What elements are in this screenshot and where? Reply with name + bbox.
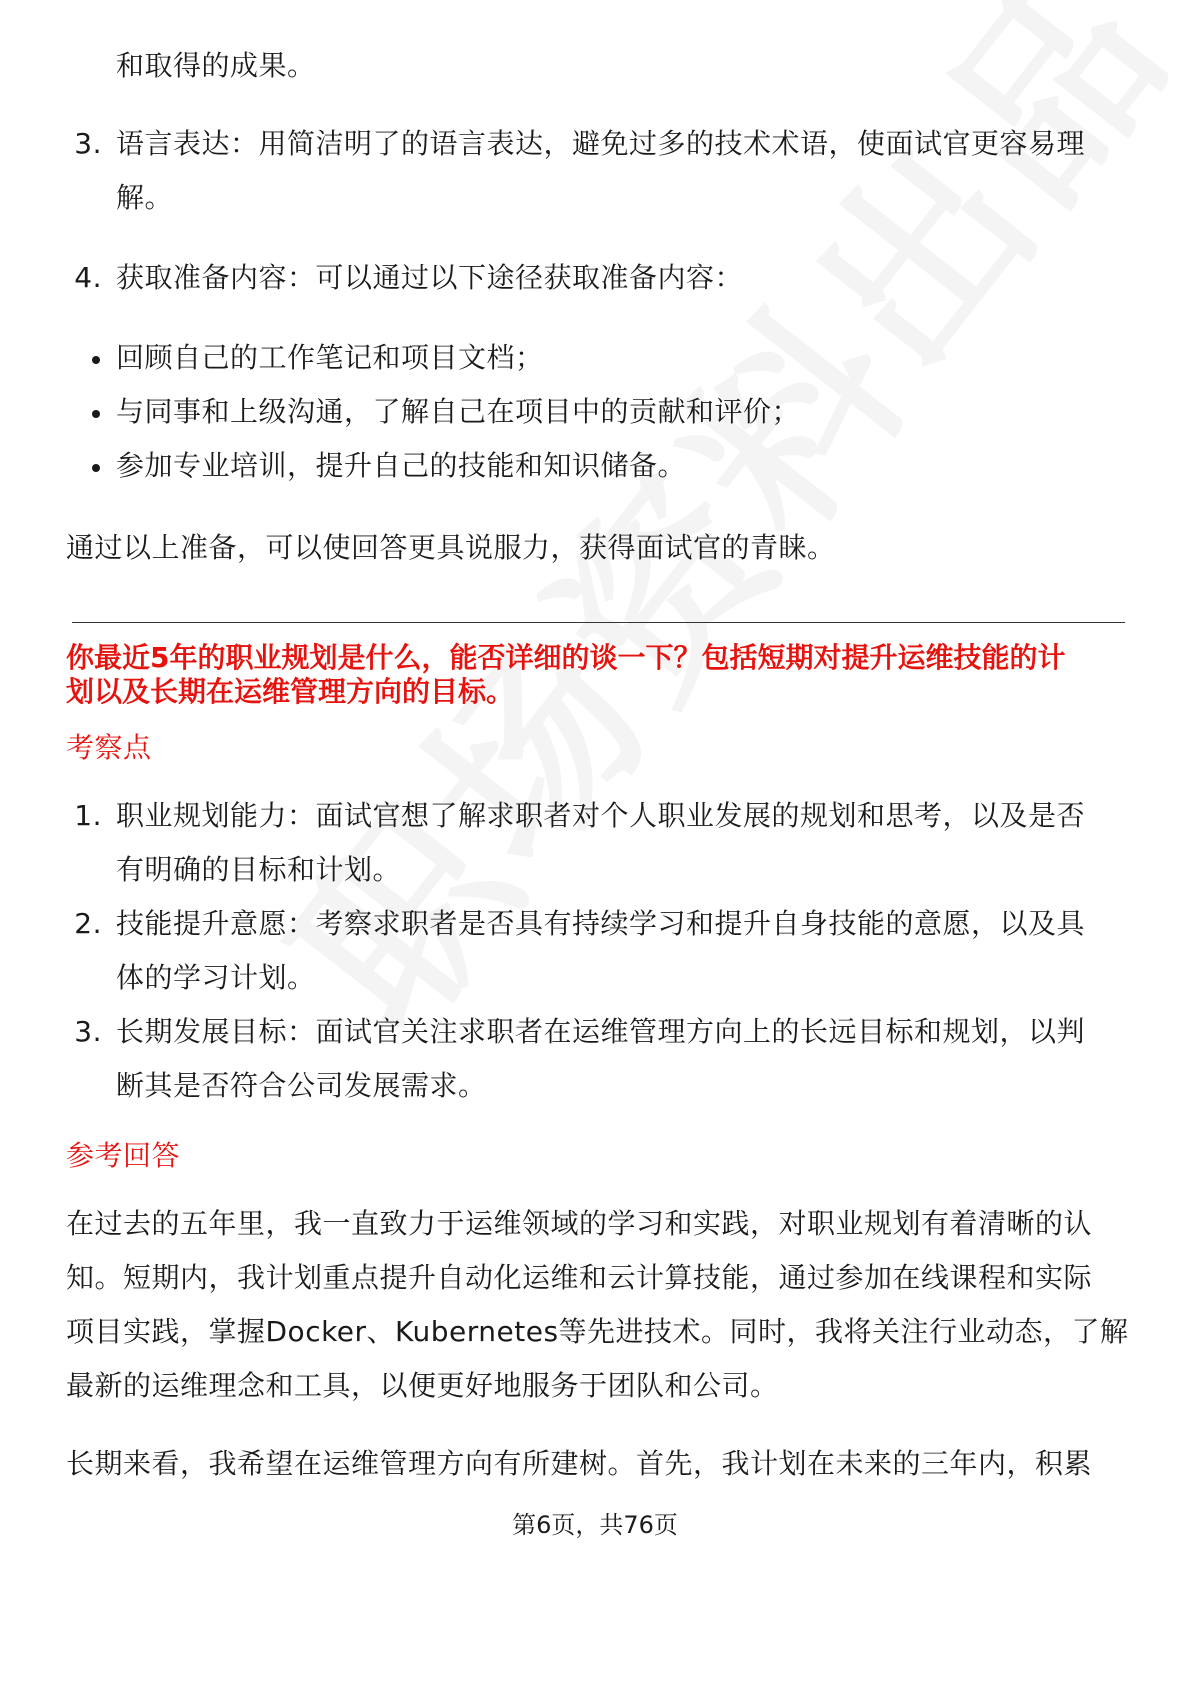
answer-line: 知。短期内，我计划重点提升自动化运维和云计算技能，通过参加在线课程和实际 bbox=[66, 1261, 1093, 1294]
list-item-text: 语言表达：用简洁明了的语言表达，避免过多的技术术语，使面试官更容易理 bbox=[116, 127, 1086, 160]
bullet-item: 参加专业培训，提升自己的技能和知识储备。 bbox=[116, 449, 687, 482]
list-item-text: 解。 bbox=[116, 181, 174, 214]
list-number: 1. bbox=[74, 799, 102, 832]
question-title: 你最近5年的职业规划是什么，能否详细的谈一下？包括短期对提升运维技能的计 bbox=[66, 641, 1066, 674]
list-number: 3. bbox=[74, 1015, 102, 1048]
list-item-text: 体的学习计划。 bbox=[116, 961, 316, 994]
list-item-text: 职业规划能力：面试官想了解求职者对个人职业发展的规划和思考，以及是否 bbox=[116, 799, 1086, 832]
list-item-text: 长期发展目标：面试官关注求职者在运维管理方向上的长远目标和规划，以判 bbox=[116, 1015, 1086, 1048]
bullet-icon bbox=[92, 464, 100, 472]
list-item-text: 有明确的目标和计划。 bbox=[116, 853, 402, 886]
section-heading: 参考回答 bbox=[66, 1139, 181, 1172]
list-item-text: 技能提升意愿：考察求职者是否具有持续学习和提升自身技能的意愿，以及具 bbox=[116, 907, 1086, 940]
bullet-item: 回顾自己的工作笔记和项目文档； bbox=[116, 341, 544, 374]
section-heading: 考察点 bbox=[66, 731, 152, 764]
page-number: 第6页，共76页 bbox=[512, 1511, 678, 1539]
list-item-text: 断其是否符合公司发展需求。 bbox=[116, 1069, 487, 1102]
bullet-icon bbox=[92, 410, 100, 418]
question-title: 划以及长期在运维管理方向的目标。 bbox=[66, 675, 515, 708]
answer-line: 在过去的五年里，我一直致力于运维领域的学习和实践，对职业规划有着清晰的认 bbox=[66, 1207, 1093, 1240]
answer-line: 长期来看，我希望在运维管理方向有所建树。首先，我计划在未来的三年内，积累 bbox=[66, 1447, 1093, 1480]
bullet-item: 与同事和上级沟通，了解自己在项目中的贡献和评价； bbox=[116, 395, 801, 428]
list-number: 2. bbox=[74, 907, 102, 940]
answer-line: 项目实践，掌握Docker、Kubernetes等先进技术。同时，我将关注行业动态，了解 bbox=[66, 1315, 1129, 1348]
section-divider bbox=[72, 622, 1125, 623]
list-item-text: 获取准备内容：可以通过以下途径获取准备内容： bbox=[116, 261, 744, 294]
continued-text: 和取得的成果。 bbox=[116, 49, 316, 82]
bullet-icon bbox=[92, 356, 100, 364]
list-number: 4. bbox=[74, 261, 102, 294]
summary-text: 通过以上准备，可以使回答更具说服力，获得面试官的青睐。 bbox=[66, 531, 836, 564]
answer-line: 最新的运维理念和工具，以便更好地服务于团队和公司。 bbox=[66, 1369, 779, 1402]
list-number: 3. bbox=[74, 127, 102, 160]
